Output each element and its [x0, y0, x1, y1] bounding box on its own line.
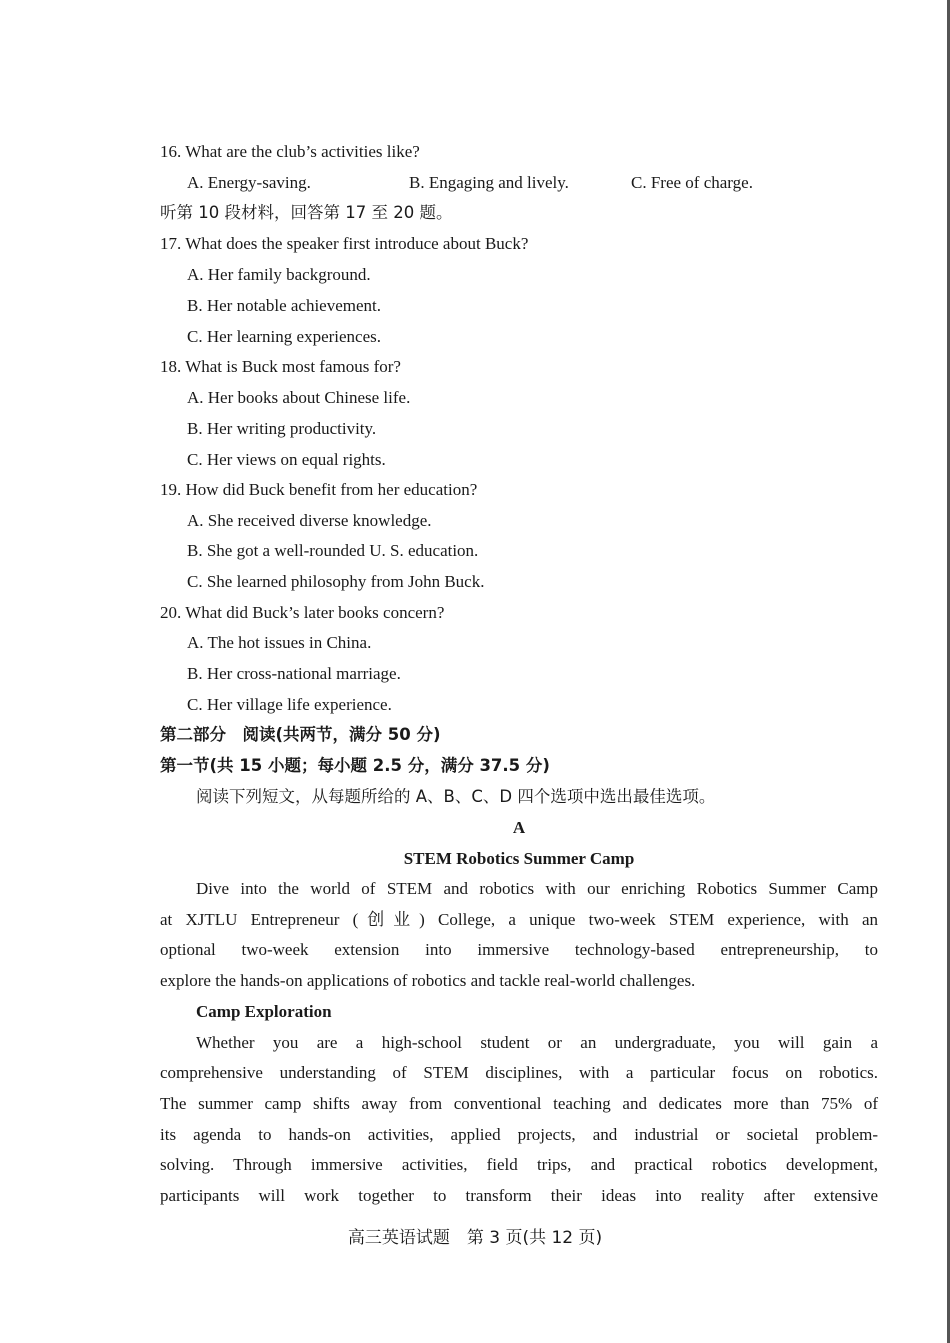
q16-option-c: C. Free of charge.	[631, 173, 753, 192]
q20-option-c: C. Her village life experience.	[187, 695, 392, 714]
subheading-camp-exploration: Camp Exploration	[196, 1002, 332, 1021]
section-note: 听第 10 段材料，回答第 17 至 20 题。	[160, 203, 453, 222]
q19-option-c: C. She learned philosophy from John Buck.	[187, 572, 485, 591]
instruction: 阅读下列短文，从每题所给的 A、B、C、D 四个选项中选出最佳选项。	[196, 787, 716, 806]
passage-title: STEM Robotics Summer Camp	[403, 849, 635, 868]
q19-option-a: A. She received diverse knowledge.	[187, 511, 432, 530]
q17-option-b: B. Her notable achievement.	[187, 296, 382, 315]
q17-stem: 17. What does the speaker first introduce about Buck?	[160, 234, 529, 253]
q17-option-c: C. Her learning experiences.	[187, 327, 381, 346]
q18-option-b: B. Her writing productivity.	[187, 419, 377, 438]
q19-stem: 19. How did Buck benefit from her education?	[160, 480, 478, 499]
para1-line-4: explore the hands-on applications of robotics and tackle real-world challenges.	[160, 971, 696, 990]
page-footer: 高三英语试题 第 3 页(共 12 页)	[347, 1228, 603, 1248]
q18-option-c: C. Her views on equal rights.	[187, 450, 386, 469]
passage-letter: A	[512, 818, 526, 837]
para1-line-2: at XJTLU Entrepreneur (创业) College, a unique two-week STEM experience, with an	[160, 910, 878, 929]
q19-option-b: B. She got a well-rounded U. S. education.	[187, 541, 479, 560]
para2-line-4: its agenda to hands-on activities, applied projects, and industrial or societal problem-	[160, 1125, 878, 1144]
para1-line-1: Dive into the world of STEM and robotics with our enriching Robotics Summer Camp	[196, 879, 878, 898]
q20-stem: 20. What did Buck’s later books concern?	[160, 603, 445, 622]
para2-line-2: comprehensive understanding of STEM disciplines, with a particular focus on robotics.	[160, 1063, 878, 1082]
part2-heading: 第二部分 阅读(共两节，满分 50 分)	[160, 725, 441, 744]
para2-line-6: participants will work together to transform their ideas into reality after extensive	[160, 1186, 878, 1205]
q16-option-a: A. Energy-saving.	[187, 173, 311, 192]
para2-line-1: Whether you are a high-school student or an undergraduate, you will gain a	[196, 1033, 878, 1052]
q20-option-b: B. Her cross-national marriage.	[187, 664, 401, 683]
para1-line-3: optional two-week extension into immersive technology-based entrepreneurship, to	[160, 940, 878, 959]
section1-heading: 第一节(共 15 小题；每小题 2.5 分，满分 37.5 分)	[160, 756, 550, 775]
para2-line-5: solving. Through immersive activities, field trips, and practical robotics development,	[160, 1155, 878, 1174]
para2-line-3: The summer camp shifts away from conventional teaching and dedicates more than 75% of	[160, 1094, 878, 1113]
q16-stem: 16. What are the club’s activities like?	[160, 142, 420, 161]
q18-stem: 18. What is Buck most famous for?	[160, 357, 401, 376]
q20-option-a: A. The hot issues in China.	[187, 633, 372, 652]
q17-option-a: A. Her family background.	[187, 265, 371, 284]
q16-option-b: B. Engaging and lively.	[409, 173, 569, 192]
q18-option-a: A. Her books about Chinese life.	[187, 388, 411, 407]
